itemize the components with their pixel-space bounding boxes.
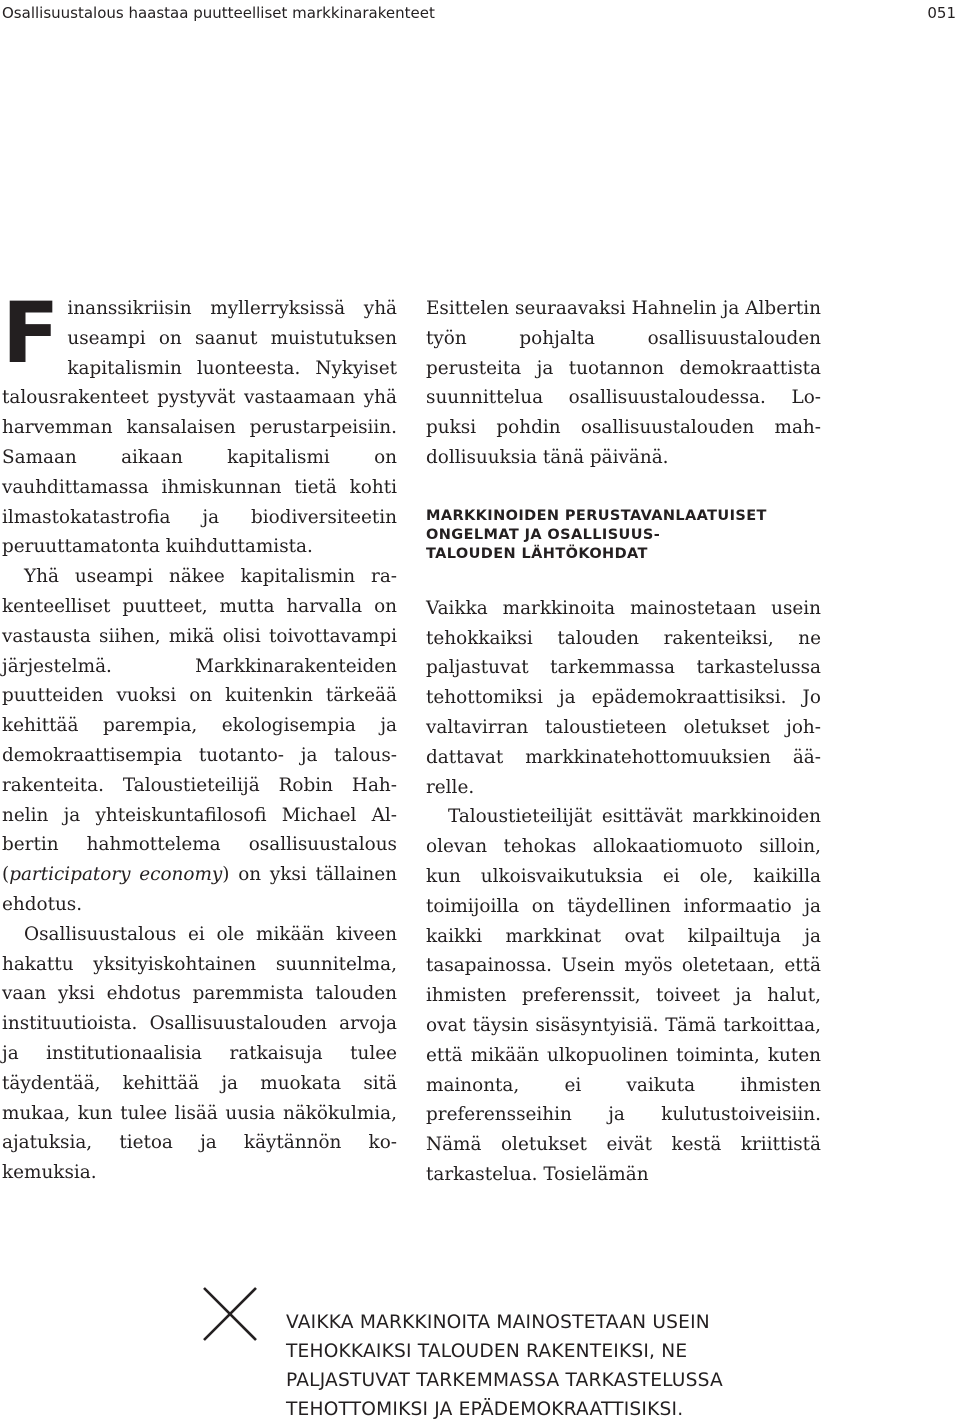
pull-quote-line: TEHOKKAIKSI TALOUDEN RAKENTEIKSI, NE [286, 1341, 688, 1362]
pull-quote-line: PALJASTUVAT TARKEMMASSA TARKASTELUSSA [286, 1370, 723, 1391]
body-paragraph-text: Yhä useampi näkee kapitalismin rakenteelliset puutteet, mutta harvalla on vastausta siihen, mikä olisi toivottavampi järjestelmä. Markkinarakenteiden puutteiden vuoksi on kuitenkin tärkeää kehittää parempia, ekologisempia ja demokraattisempia tuotanto- ja talousrakenteita. Taloustieteilijä Robin Hahnelin ja yhteiskuntafilosofi Michael Albertin hahmottelema osallisuustalous ( [2, 566, 397, 886]
page-number: 051 [927, 4, 956, 22]
body-paragraph: Vaikka markkinoita mainostetaan usein tehokkaiksi talouden rakenteiksi, ne paljastuvat tarkemmassa tarkastelussa tehottomiksi ja epädemokraattisiksi. Jo valtavirran taloustieteen oletukset johdattavat markkinatehottomuuksien äärelle. [426, 597, 821, 798]
italic-term: participatory economy [9, 864, 223, 886]
pull-quote-line: VAIKKA MARKKINOITA MAINOSTETAAN USEIN [286, 1312, 710, 1333]
pull-quote-line: TEHOTTOMIKSI JA EPÄDEMOKRAATTISIKSI. [286, 1399, 684, 1420]
body-paragraph [2, 562, 397, 920]
running-head: Osallisuustalous haastaa puutteelliset markkinarakenteet [2, 4, 435, 22]
section-heading-line: ONGELMAT JA OSALLISUUS- [426, 526, 661, 543]
body-paragraph: Esittelen seuraavaksi Hahnelin ja Albertin työn pohjalta osallisuustalouden perusteita ja tuotannon demokraattista suunnittelua osallisuustaloudessa. Lopuksi pohdin osallisuustalouden mahdollisuuksia tänä päivänä. [426, 298, 821, 468]
left-column [2, 284, 397, 1188]
intro-paragraph-text: inanssikriisin myllerryksissä yhä useampi on saanut muistutuksen kapitalismin luonteesta. Nykyiset talousrakenteet pystyvät vastaamaan yhä harvemman kansalaisen perustarpeisiin. Samaan aikaan kapitalismi on vauhdittamassa ihmiskunnan tietä kohti ilmastokatastrofia ja biodiversiteetin peruuttamatonta kuihduttamista. [2, 298, 397, 558]
section-heading-line: MARKKINOIDEN PERUSTAVANLAATUISET [426, 507, 767, 524]
drop-cap: F [2, 284, 60, 382]
intro-paragraph [2, 284, 397, 562]
section-heading-line: TALOUDEN LÄHTÖKOHDAT [426, 545, 648, 562]
section-heading [426, 507, 821, 564]
body-paragraph-text-end: ) on yksi tällainen ehdotus. [2, 864, 397, 915]
body-paragraph: Taloustieteilijät esittävät markkinoiden olevan tehokas allokaatiomuoto silloin, kun ulkoisvaikutuksia ei ole, kaikilla toimijoilla on täydellinen informaatio ja kaikki markkinat ovat kilpailtuja ja tasapainossa. Usein myös oletetaan, että ihmisten preferenssit, toiveet ja halut, ovat täysin sisäsyntyisiä. Tämä tarkoittaa, että mikään ulkopuolinen toiminta, kuten mainonta, ei vaikuta ihmisten preferensseihin ja kulutustoiveisiin. Nämä oletukset eivät kestä kriittistä tarkastelua. Tosielämän [426, 806, 821, 1185]
right-column [426, 294, 821, 1190]
body-paragraph: Osallisuustalous ei ole mikään kiveen hakattu yksityiskohtainen suunnitelma, vaan yksi ehdotus paremmista talouden instituutioista. Osallisuustalouden arvoja ja institutionaalisia ratkaisuja tulee täydentää, kehittää ja muokata sitä mukaa, kun tulee lisää uusia näkökulmia, ajatuksia, tietoa ja käytännön kokemuksia. [2, 923, 397, 1184]
cross-icon [202, 1286, 258, 1342]
pull-quote [286, 1308, 846, 1424]
